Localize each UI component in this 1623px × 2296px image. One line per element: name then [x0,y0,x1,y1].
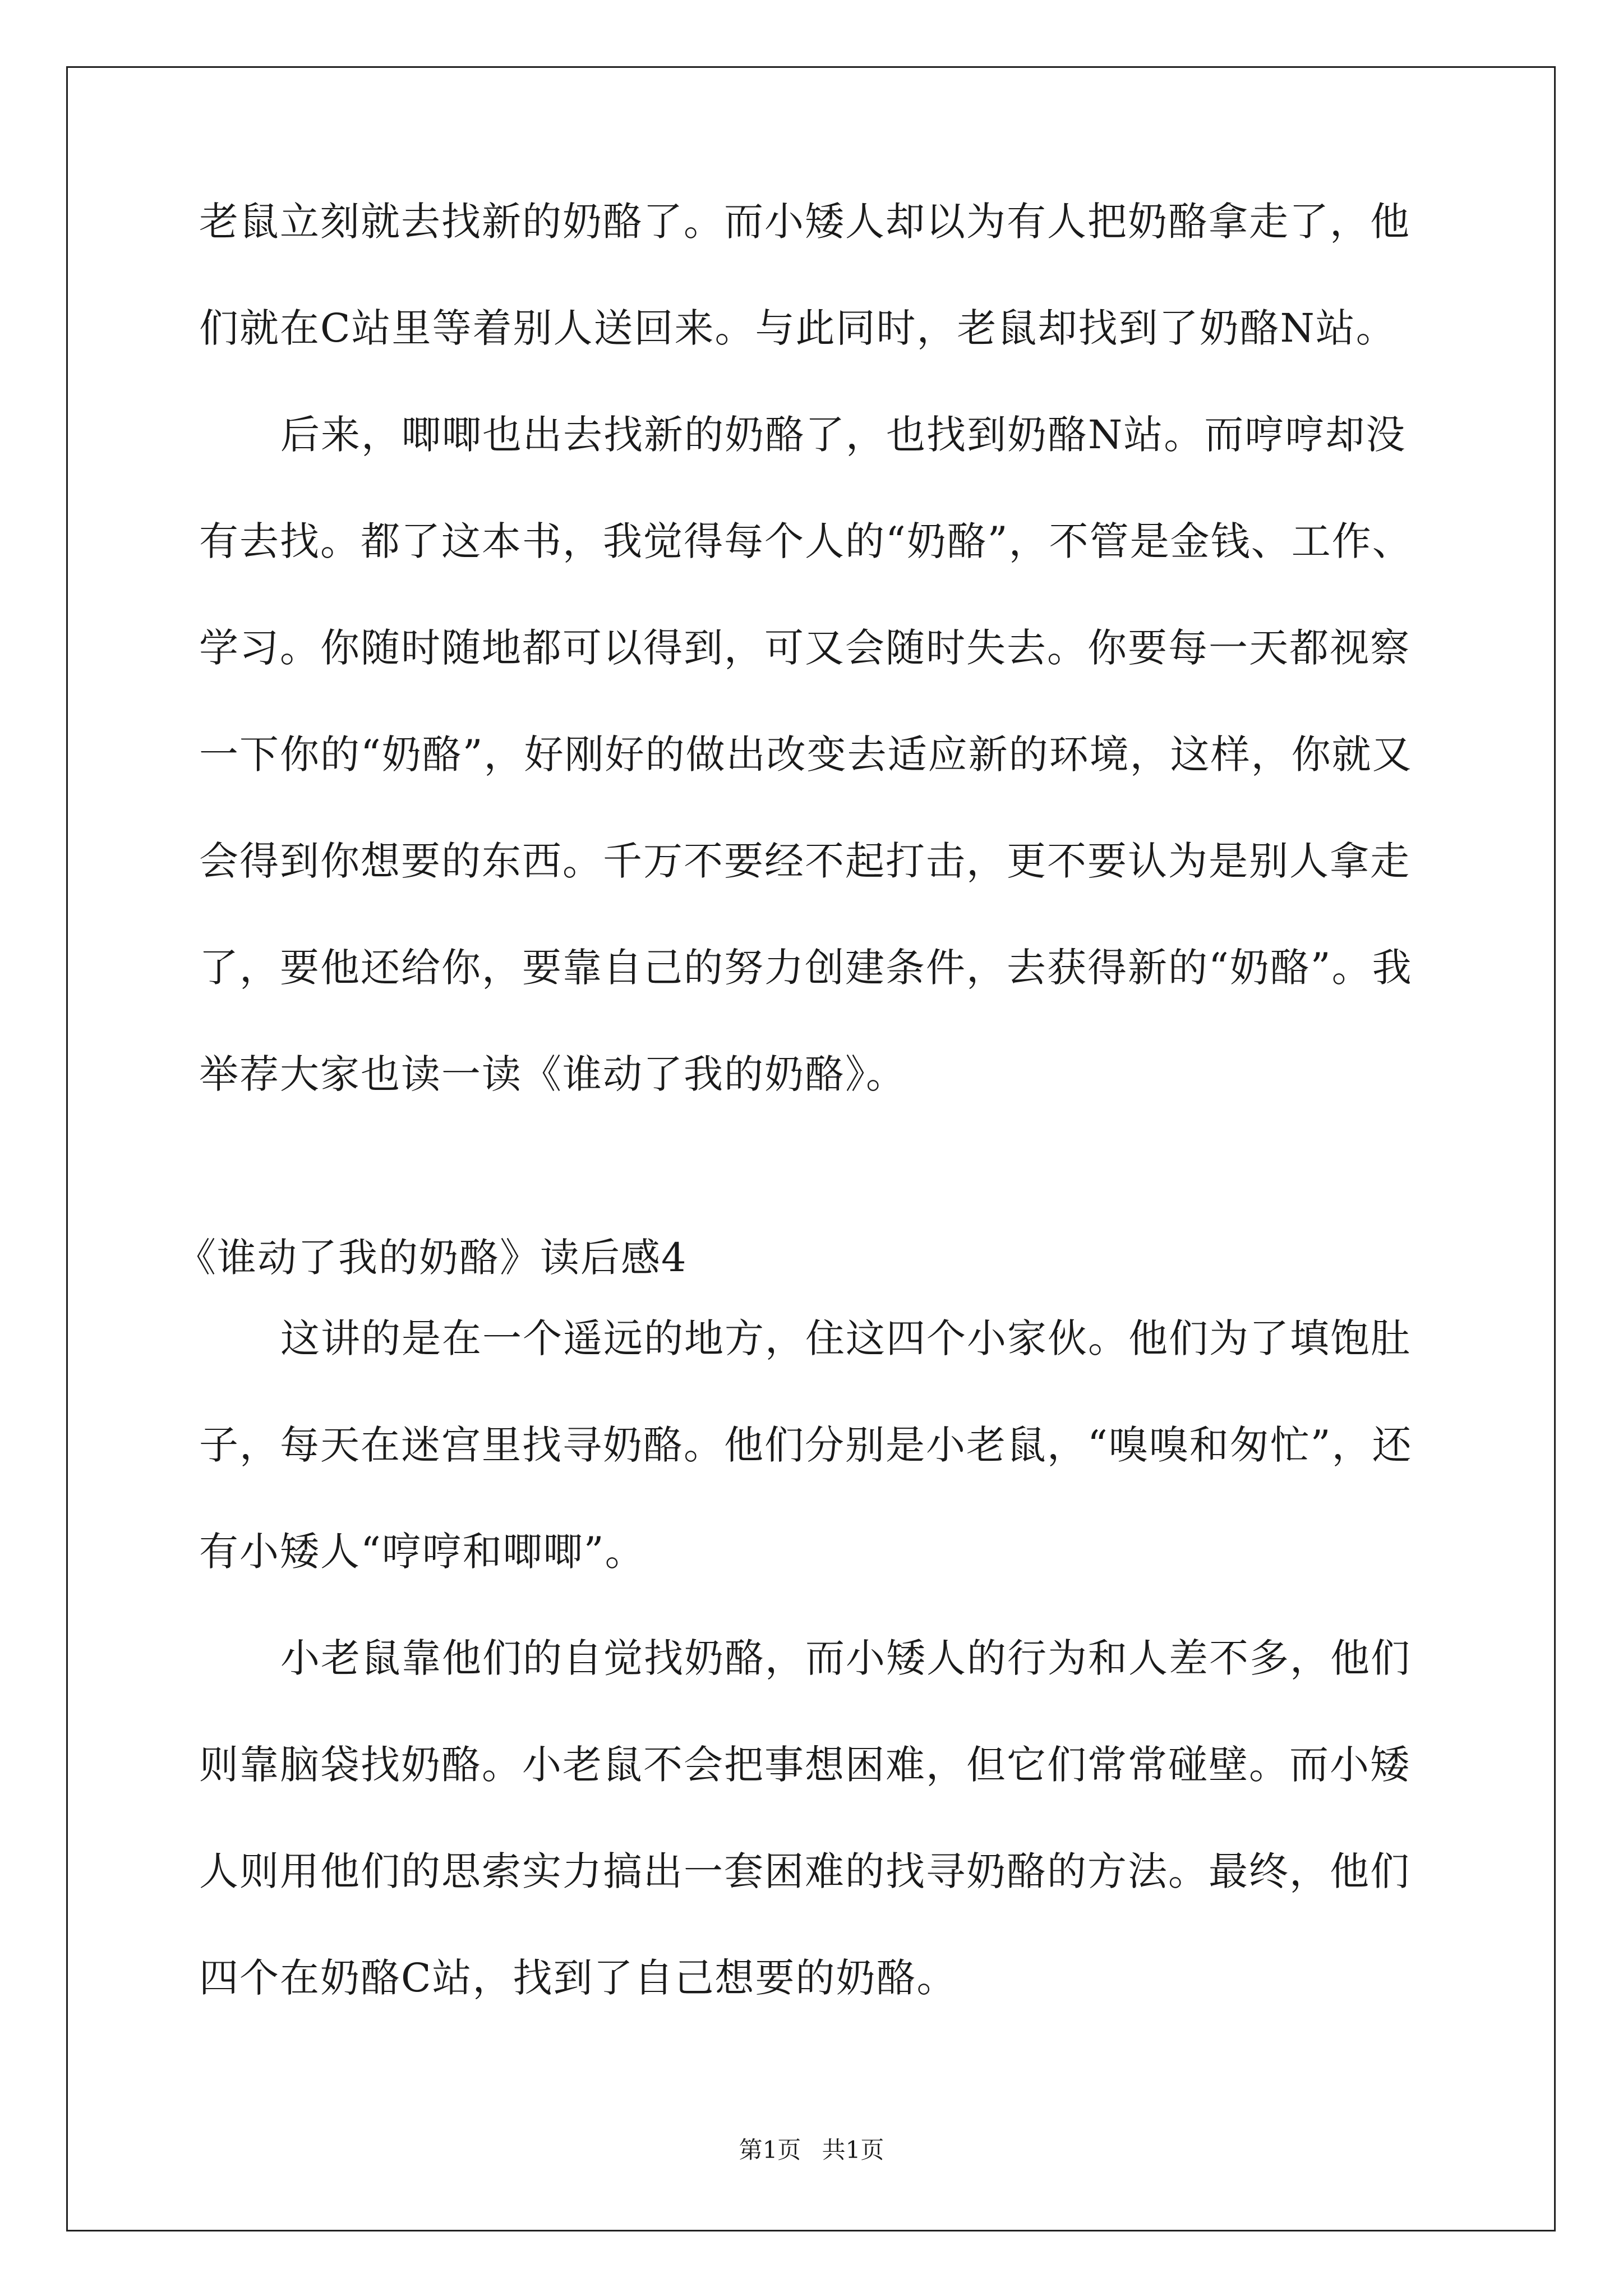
page-total: 共1页 [822,2136,884,2164]
text-line: 则靠脑袋找奶酪。小老鼠不会把事想困难，但它们常常碰壁。而小矮 [199,1742,1410,1788]
text-line: 们就在C站里等着别人送回来。与此同时，老鼠却找到了奶酪N站。 [199,305,1396,351]
text-line: 子，每天在迷宫里找寻奶酪。他们分别是小老鼠，“嗅嗅和匆忙”，还 [199,1422,1413,1468]
text-line: 这讲的是在一个遥远的地方，住这四个小家伙。他们为了填饱肚 [280,1315,1411,1361]
text-line: 学习。你随时随地都可以得到，可又会随时失去。你要每一天都视察 [199,625,1410,671]
text-line: 四个在奶酪C站，找到了自己想要的奶酪。 [199,1955,957,2001]
page-footer [0,2138,1623,2162]
text-line: 会得到你想要的东西。千万不要经不起打击，更不要认为是别人拿走 [199,838,1410,884]
page-number: 第1页 [739,2136,801,2164]
text-line: 有去找。都了这本书，我觉得每个人的“奶酪”，不管是金钱、工作、 [199,518,1413,564]
section-heading: 《谁动了我的奶酪》读后感4 [177,1235,688,1281]
text-line: 老鼠立刻就去找新的奶酪了。而小矮人却以为有人把奶酪拿走了，他 [199,199,1410,245]
text-line: 小老鼠靠他们的自觉找奶酪，而小矮人的行为和人差不多，他们 [280,1635,1411,1681]
text-line: 一下你的“奶酪”，好刚好的做出改变去适应新的环境，这样，你就又 [199,731,1413,777]
text-line: 人则用他们的思索实力搞出一套困难的找寻奶酪的方法。最终，他们 [199,1848,1410,1894]
text-line: 有小矮人“哼哼和唧唧”。 [199,1529,645,1575]
section-1 [199,199,1433,1161]
text-line: 了，要他还给你，要靠自己的努力创建条件，去获得新的“奶酪”。我 [199,945,1413,991]
section-2 [199,1307,1433,2053]
text-line: 后来，唧唧也出去找新的奶酪了，也找到奶酪N站。而哼哼却没 [280,412,1407,458]
text-line: 举荐大家也读一读《谁动了我的奶酪》。 [199,1051,906,1097]
